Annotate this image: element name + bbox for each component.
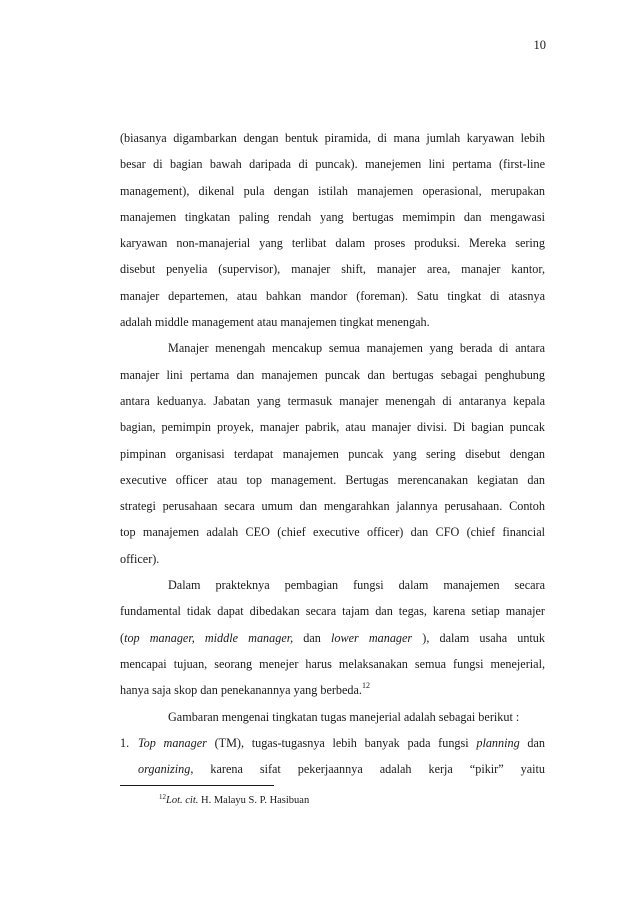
page-number: 10 — [533, 38, 546, 52]
italic-term: organizing — [138, 762, 191, 777]
list-item — [120, 730, 545, 756]
text-line: Gambaran mengenai tingkatan tugas manejerial adalah sebagai berikut : — [168, 709, 520, 724]
footnote — [159, 795, 309, 806]
italic-term: planning — [476, 735, 520, 750]
text-line: besar di bagian bawah daripada di puncak). manejemen lini pertama (first-line — [120, 157, 545, 172]
text-line — [120, 677, 545, 703]
list-item-continuation — [120, 756, 545, 782]
text-span: hanya saja skop dan penekanannya yang berbeda. — [120, 683, 362, 698]
body-text — [120, 125, 545, 782]
text-line: management), dikenal pula dengan istilah manajemen operasional, merupakan — [120, 183, 545, 198]
footnote-number: 12 — [159, 793, 166, 801]
list-number: 1. — [120, 735, 130, 750]
text-line — [120, 625, 545, 651]
text-line: top manajemen adalah CEO (chief executive officer) dan CFO (chief financial — [120, 525, 545, 540]
text-line: Manajer menengah mencakup semua manajemen yang berada di antara — [168, 341, 545, 356]
text-line: fundamental tidak dapat dibedakan secara tajam dan tegas, karena setiap manajer — [120, 604, 545, 619]
text-line: executive officer atau top management. Bertugas merencanakan kegiatan dan — [120, 472, 545, 487]
italic-term: lower manager — [330, 630, 413, 645]
text-line: manajer departemen, atau bahkan mandor (foreman). Satu tingkat di atasnya — [120, 288, 545, 303]
text-span: dan — [293, 630, 331, 645]
text-line: bagian, pemimpin proyek, manajer pabrik, atau manajer divisi. Di bagian puncak — [120, 420, 545, 435]
text-span: (TM), tugas-tugasnya lebih banyak pada fungsi — [206, 735, 477, 750]
text-line: pimpinan organisasi terdapat manajemen puncak yang sering disebut dengan — [120, 446, 545, 461]
text-line: Dalam prakteknya pembagian fungsi dalam manajemen secara — [168, 578, 545, 593]
text-line: strategi perusahaan secara umum dan mengarahkan jalannya perusahaan. Contoh — [120, 499, 545, 514]
text-line: karyawan non-manajerial yang terlibat dalam proses produksi. Mereka sering — [120, 236, 545, 251]
text-line: mencapai tujuan, seorang menejer harus melaksanakan semua fungsi menejerial, — [120, 656, 545, 671]
text-line: officer). — [120, 551, 160, 566]
text-span: ), dalam usaha untuk — [412, 630, 545, 645]
text-span: ( — [120, 630, 125, 645]
italic-term: Lot. cit. — [166, 795, 199, 806]
text-line: disebut penyelia (supervisor), manajer shift, manajer area, manajer kantor, — [120, 262, 545, 277]
text-span: , karena sifat pekerjaannya adalah kerja “pikir” yaitu — [190, 762, 545, 777]
text-line: (biasanya digambarkan dengan bentuk piramida, di mana jumlah karyawan lebih — [120, 131, 545, 145]
text-line: manajer lini pertama dan manajemen puncak dan bertugas sebagai penghubung — [120, 367, 545, 382]
text-span: dan — [519, 735, 545, 750]
italic-term: Top manager — [138, 735, 207, 750]
italic-term: top manager, middle manager, — [124, 630, 294, 645]
text-line: adalah middle management atau manajemen tingkat menengah. — [120, 315, 430, 330]
text-span: H. Malayu S. P. Hasibuan — [198, 795, 310, 806]
text-line: antara keduanya. Jabatan yang termasuk manajer menengah di antaranya kepala — [120, 393, 545, 408]
text-line: manajemen tingkatan paling rendah yang bertugas memimpin dan mengawasi — [120, 209, 545, 224]
footnote-separator — [120, 785, 274, 786]
footnote-ref: 12 — [361, 681, 370, 691]
